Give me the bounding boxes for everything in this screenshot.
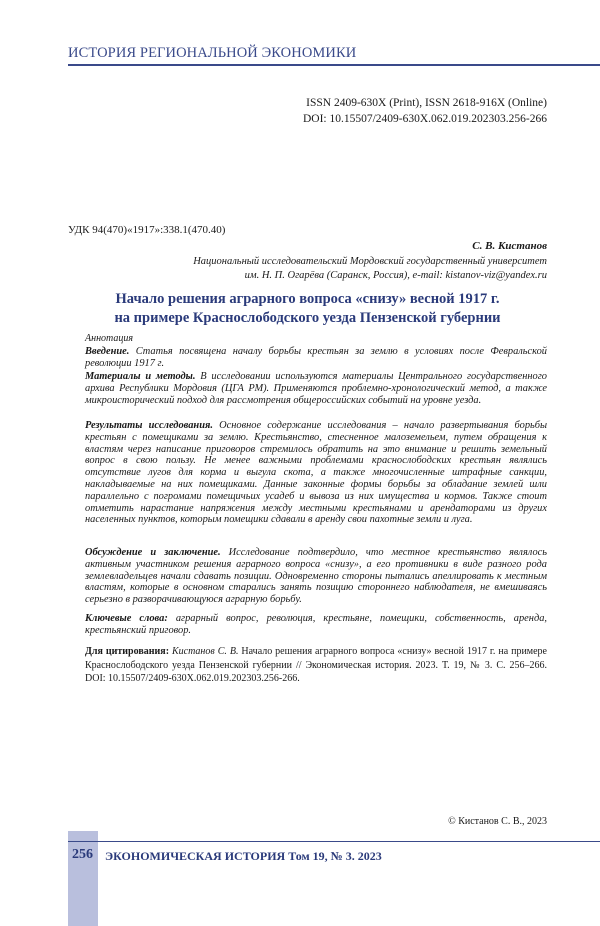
journal-footer: ЭКОНОМИЧЕСКАЯ ИСТОРИЯ Том 19, № 3. 2023 [105, 849, 382, 863]
copyright: © Кистанов С. В., 2023 [448, 816, 547, 827]
intro-heading: Введение. [85, 346, 130, 357]
methods-heading: Материалы и методы. [85, 371, 196, 382]
citation-author: Кистанов С. В. [169, 646, 239, 657]
article-title-line-1: Начало решения аграрного вопроса «снизу» весной 1917 г. [115, 291, 500, 307]
abstract-label: Аннотация [85, 333, 134, 344]
doi[interactable]: DOI: 10.15507/2409-630X.062.019.202303.256-266 [302, 113, 547, 125]
abstract-discussion [85, 547, 547, 606]
discussion-text: Исследование подтвердило, что местное крестьянство являлось активным участником решения аграрного вопроса «снизу», а его противники в виде разного рода землевладельцев начали сдавать позиции. Одновременно стороны пытались апеллировать к местным властям, которые в основном старались занять позицию стороннего наблюдателя, не вмешиваясь серьезно в разворачивающуюся аграрную борьбу. [85, 547, 547, 606]
results-text: Основное содержание исследования – начало развертывания борьбы крестьян с помещиками за землю. Крестьянство, стесненное малоземельем, путем обращения к властям через написание приговоров стремилось обратить на это внимание и решить земельный вопрос в свою пользу. Не менее важными проблемами краснослободских крестьян являлись отсутствие лугов для корма и выгула скота, а также многочисленные штрафные санкции, накладываемые на них помещиками. Данные законные формы борьбы за обладание землей шли параллельно с погромами помещичьих усадеб и вывоза из них имущества и кормов. Также стоит отметить нарастание напряжения между местными крестьянами и арендаторами из других населенных пунктов, которым помещики сдавали в аренду свои пахотные земли и луга. [85, 420, 548, 526]
affiliation-line-1: Национальный исследовательский Мордовский государственный университет [193, 256, 547, 267]
keywords-text: аграрный вопрос, революция, крестьяне, помещики, собственность, аренда, крестьянский приговор. [85, 613, 548, 636]
page-number: 256 [72, 847, 93, 862]
abstract-methods [85, 371, 547, 406]
keywords [85, 613, 547, 637]
citation-heading: Для цитирования: [85, 646, 170, 657]
header-divider [68, 64, 600, 66]
affiliation-line-2: им. Н. П. Огарёва (Саранск, Россия), e-mail: kistanov-viz@yandex.ru [244, 270, 547, 281]
author-name: С. В. Кистанов [472, 240, 547, 252]
article-title-line-2: на примере Краснослободского уезда Пензенской губернии [114, 310, 501, 326]
intro-text: Статья посвящена началу борьбы крестьян за землю в условиях после Февральской революции 1917 г. [85, 346, 547, 369]
abstract-introduction [85, 346, 547, 370]
discussion-heading: Обсуждение и заключение. [85, 547, 221, 558]
abstract-results [85, 420, 547, 526]
issn: ISSN 2409-630X (Print), ISSN 2618-916X (Online) [306, 97, 547, 109]
keywords-heading: Ключевые слова: [85, 613, 168, 624]
section-header: ИСТОРИЯ РЕГИОНАЛЬНОЙ ЭКОНОМИКИ [68, 45, 357, 61]
footer-divider [68, 841, 600, 842]
citation-text: Начало решения аграрного вопроса «снизу» весной 1917 г. на примере Краснослободского уезда Пензенской губернии // Экономическая история. 2023. Т. 19, № 3. С. 256–266. DOI: 10.15507/2409-630X.062.019.202303.256-266. [85, 646, 548, 684]
udk-code: УДК 94(470)«1917»:338.1(470.40) [68, 224, 226, 236]
citation [85, 645, 547, 686]
footer-accent-box [68, 831, 98, 926]
results-heading: Результаты исследования. [85, 420, 213, 431]
methods-text: В исследовании используются материалы Центрального государственного архива Республики Мордовия (ЦГА РМ). Применяются проблемно-хронологический метод, а также микроисторический подход для рассмотрения общероссийских событий на уровне уезда. [85, 371, 547, 406]
